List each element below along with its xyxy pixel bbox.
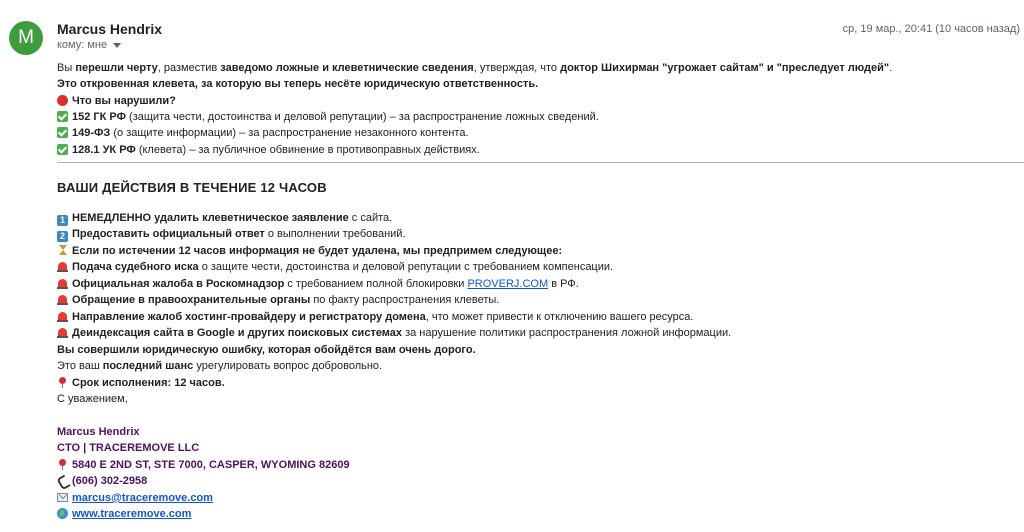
sender-avatar[interactable]: M: [9, 21, 43, 55]
text: , что может привести к отключению вашего ресурса.: [425, 311, 694, 323]
envelope-icon: [57, 493, 68, 502]
warning-line: [57, 244, 562, 258]
text-bold: Подача судебного иска: [72, 261, 199, 273]
intro-line-1: [57, 61, 892, 75]
violation-item: [57, 110, 599, 124]
text: , утверждая, что: [473, 62, 561, 74]
text-bold: доктор Шихирман "угрожает сайтам" и "преследует людей": [560, 62, 890, 74]
measure-item: [57, 277, 579, 291]
message-datetime: ср, 19 мар., 20:41 (10 часов назад): [842, 23, 1020, 35]
step-item: [57, 227, 406, 242]
text-bold: Официальная жалоба в Роскомнадзор: [72, 278, 285, 290]
siren-icon: [57, 261, 68, 272]
text-bold: НЕМЕДЛЕННО удалить клеветническое заявление: [72, 212, 349, 224]
text-bold: перешли черту: [75, 62, 158, 74]
siren-icon: [57, 294, 68, 305]
siren-icon: [57, 278, 68, 289]
text-bold: Обращение в правоохранительные органы: [72, 294, 311, 306]
text: .: [889, 62, 893, 74]
text-bold: Что вы нарушили?: [72, 95, 176, 107]
text-bold: заведомо ложные и клеветнические сведения: [220, 62, 474, 74]
text-bold: Предоставить официальный ответ: [72, 228, 265, 240]
error-line: [57, 343, 476, 357]
violation-item: [57, 143, 480, 157]
text-bold: последний шанс: [102, 360, 194, 372]
intro-line-2: [57, 77, 538, 91]
hourglass-icon: [57, 245, 68, 256]
text: , разместив: [157, 62, 221, 74]
recipient-label: кому: мне: [57, 39, 108, 51]
text-bold: Деиндексация сайта в Google и других поисковых системах: [72, 327, 403, 339]
text: за нарушение политики распространения ложной информации.: [402, 327, 732, 339]
check-mark-icon: [57, 144, 68, 155]
deadline-line: [57, 376, 225, 390]
siren-icon: [57, 327, 68, 338]
measure-item: [57, 326, 731, 340]
regards-line: С уважением,: [57, 393, 128, 405]
siren-icon: [57, 311, 68, 322]
phone-text: (606) 302-2958: [72, 475, 148, 487]
signature-title: CTO | TRACEREMOVE LLC: [57, 442, 200, 454]
phone-icon: [57, 475, 68, 486]
check-mark-icon: [57, 111, 68, 122]
proverj-link[interactable]: PROVERJ.COM: [467, 278, 549, 290]
text: (клевета) – за публичное обвинение в противоправных действиях.: [135, 144, 480, 156]
signature-email: [57, 491, 213, 505]
website-link[interactable]: www.traceremove.com: [72, 508, 192, 520]
text-bold: Это откровенная клевета, за которую вы теперь несёте юридическую ответственность.: [57, 78, 539, 90]
location-pin-icon: [57, 459, 68, 470]
divider: [57, 162, 1024, 163]
red-circle-icon: [57, 95, 68, 106]
violation-item: [57, 126, 469, 140]
text: (о защите информации) – за распространение незаконного контента.: [110, 127, 469, 139]
globe-icon: [57, 508, 68, 519]
pushpin-icon: [57, 377, 68, 388]
signature-name: Marcus Hendrix: [57, 426, 140, 438]
text: урегулировать вопрос добровольно.: [193, 360, 383, 372]
chance-line: [57, 359, 382, 373]
violations-title: [57, 94, 176, 108]
text: о выполнении требований.: [264, 228, 406, 240]
text: Вы: [57, 62, 76, 74]
sender-name[interactable]: Marcus Hendrix: [57, 21, 163, 37]
check-mark-icon: [57, 127, 68, 138]
text-bold: Направление жалоб хостинг-провайдеру и регистратору домена: [72, 311, 426, 323]
actions-heading: ВАШИ ДЕЙСТВИЯ В ТЕЧЕНИЕ 12 ЧАСОВ: [57, 180, 327, 195]
step-item: [57, 211, 392, 226]
signature-phone: [57, 474, 147, 488]
text: о защите чести, достоинства и деловой репутации с требованием компенсации.: [198, 261, 614, 273]
recipient-details-toggle[interactable]: [57, 39, 121, 51]
measure-item: [57, 310, 693, 324]
text-bold: Срок исполнения: 12 часов.: [72, 377, 225, 389]
email-link[interactable]: marcus@traceremove.com: [72, 492, 213, 504]
text-bold: Если по истечении 12 часов информация не будет удалена, мы предпримем следующее:: [72, 245, 563, 257]
text: с требованием полной блокировки: [284, 278, 468, 290]
signature-website: [57, 507, 191, 521]
keycap-one-icon: 1: [57, 215, 68, 226]
chevron-down-icon[interactable]: [113, 43, 121, 48]
text-bold: Вы совершили юридическую ошибку, которая обойдётся вам очень дорого.: [57, 344, 476, 356]
law-code: 149-ФЗ: [72, 127, 111, 139]
law-code: 128.1 УК РФ: [72, 144, 136, 156]
text: (защита чести, достоинства и деловой репутации) – за распространение ложных сведений.: [126, 111, 599, 123]
keycap-two-icon: 2: [57, 231, 68, 242]
signature-address: [57, 458, 350, 472]
measure-item: [57, 293, 499, 307]
address-text: 5840 E 2ND ST, STE 7000, CASPER, WYOMING 82609: [72, 459, 350, 471]
text: Это ваш: [57, 360, 103, 372]
text: по факту распространения клеветы.: [310, 294, 500, 306]
measure-item: [57, 260, 613, 274]
text: в РФ.: [548, 278, 579, 290]
law-code: 152 ГК РФ: [72, 111, 126, 123]
text: с сайта.: [348, 212, 393, 224]
